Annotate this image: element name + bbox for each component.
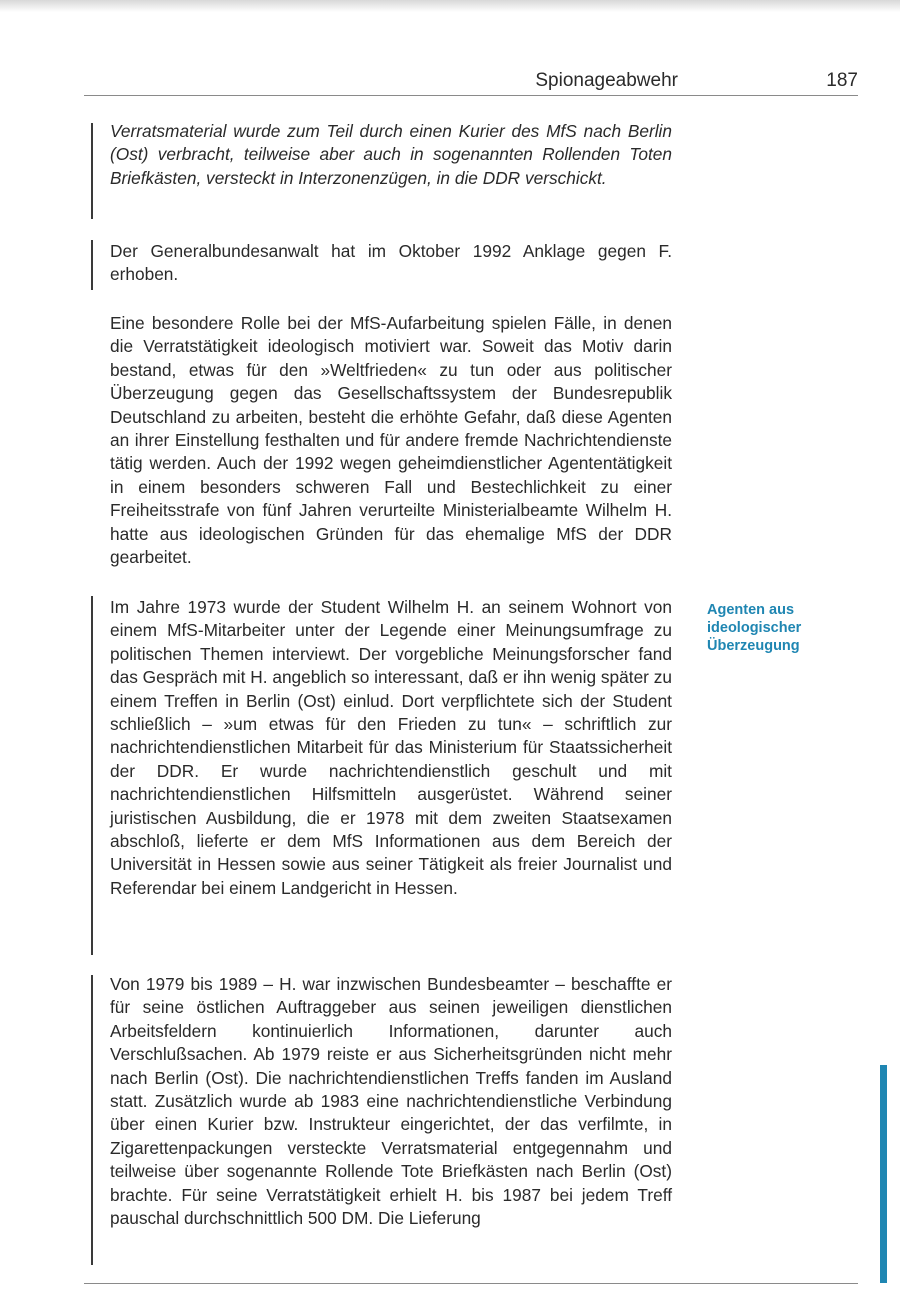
- scan-top-edge: [0, 0, 900, 12]
- change-bar-2: [91, 240, 93, 290]
- chapter-thumb-tab: [880, 1065, 887, 1283]
- margin-note-line-2: ideologischer: [707, 620, 802, 636]
- paragraph-1: Verratsmaterial wurde zum Teil durch einen Kurier des MfS nach Berlin (Ost) verbracht, teilweise aber auch in sogenannten Rollenden Toten Briefkästen, versteckt in Interzonenzügen, in die DDR verschickt.: [110, 121, 672, 188]
- paragraph-2: Der Generalbundesanwalt hat im Oktober 1992 Anklage gegen F. erhoben.: [110, 241, 672, 285]
- header-rule: [84, 95, 858, 96]
- page-number: 187: [826, 70, 858, 91]
- paragraph-5: Von 1979 bis 1989 – H. war inzwischen Bundesbeamter – beschaffte er für seine östlichen Auftraggeber aus seinen jeweiligen dienstlichen Arbeitsfeldern kontinuierlich Informationen, darunter auch Verschlußsachen. Ab 1979 reiste er aus Sicherheitsgründen nicht mehr nach Berlin (Ost). Die nachrichtendienstlichen Treffs fanden im Ausland statt. Zusätzlich wurde ab 1983 eine nachrichtendienstliche Verbindung über einen Kurier bzw. Instrukteur eingerichtet, der das verfilmte, in Zigarettenpackungen versteckte Verratsmaterial entgegennahm und teilweise über sogenannte Rollende Tote Briefkästen nach Berlin (Ost) brachte. Für seine Verratstätigkeit erhielt H. bis 1987 bei jedem Treff pauschal durchschnittlich 500 DM. Die Lieferung: [110, 974, 672, 1229]
- change-bar-3: [91, 596, 93, 955]
- change-bar-1: [91, 123, 93, 219]
- paragraph-3: Eine besondere Rolle bei der MfS-Aufarbeitung spielen Fälle, in denen die Verratstätigkeit ideologisch motiviert war. Soweit das Motiv darin bestand, etwas für den »Weltfrieden« zu tun oder aus politischer Überzeugung gegen das Gesellschaftssystem der Bundesrepublik Deutschland zu arbeiten, besteht die erhöhte Gefahr, daß diese Agenten an ihrer Einstellung festhalten und für andere fremde Nachrichtendienste tätig werden. Auch der 1992 wegen geheimdienstlicher Agententätigkeit in einem besonders schweren Fall und Bestechlichkeit zu einer Freiheitsstrafe von fünf Jahren verurteilte Ministerialbeamte Wilhelm H. hatte aus ideologischen Gründen für das ehemalige MfS der DDR gearbeitet.: [110, 313, 672, 568]
- page-header: [84, 66, 858, 96]
- margin-note-line-3: Überzeugung: [707, 638, 800, 654]
- paragraph-4: Im Jahre 1973 wurde der Student Wilhelm H. an seinem Wohnort von einem MfS-Mitarbeiter unter der Legende einer Meinungsumfrage zu politischen Themen interviewt. Der vorgebliche Meinungsforscher fand das Gespräch mit H. angeblich so interessant, daß er ihn wenig später zu einem Treffen in Berlin (Ost) einlud. Dort verpflichtete sich der Student schließlich – »um etwas für den Frieden zu tun« – schriftlich zur nachrichtendienstlichen Mitarbeit für das Ministerium für Staatssicherheit der DDR. Er wurde nachrichtendienstlich geschult und mit nachrichtendienstlichen Hilfsmitteln ausgerüstet. Während seiner juristischen Ausbildung, die er 1978 mit dem zweiten Staatsexamen abschloß, lieferte er dem MfS Informationen aus dem Bereich der Universität in Hessen sowie aus seiner Tätigkeit als freier Journalist und Referendar bei einem Landgericht in Hessen.: [110, 597, 672, 898]
- footer-rule: [84, 1283, 858, 1284]
- margin-note: [707, 601, 847, 655]
- change-bar-4: [91, 975, 93, 1265]
- margin-note-line-1: Agenten aus: [707, 602, 795, 618]
- running-title: Spionageabwehr: [535, 70, 678, 91]
